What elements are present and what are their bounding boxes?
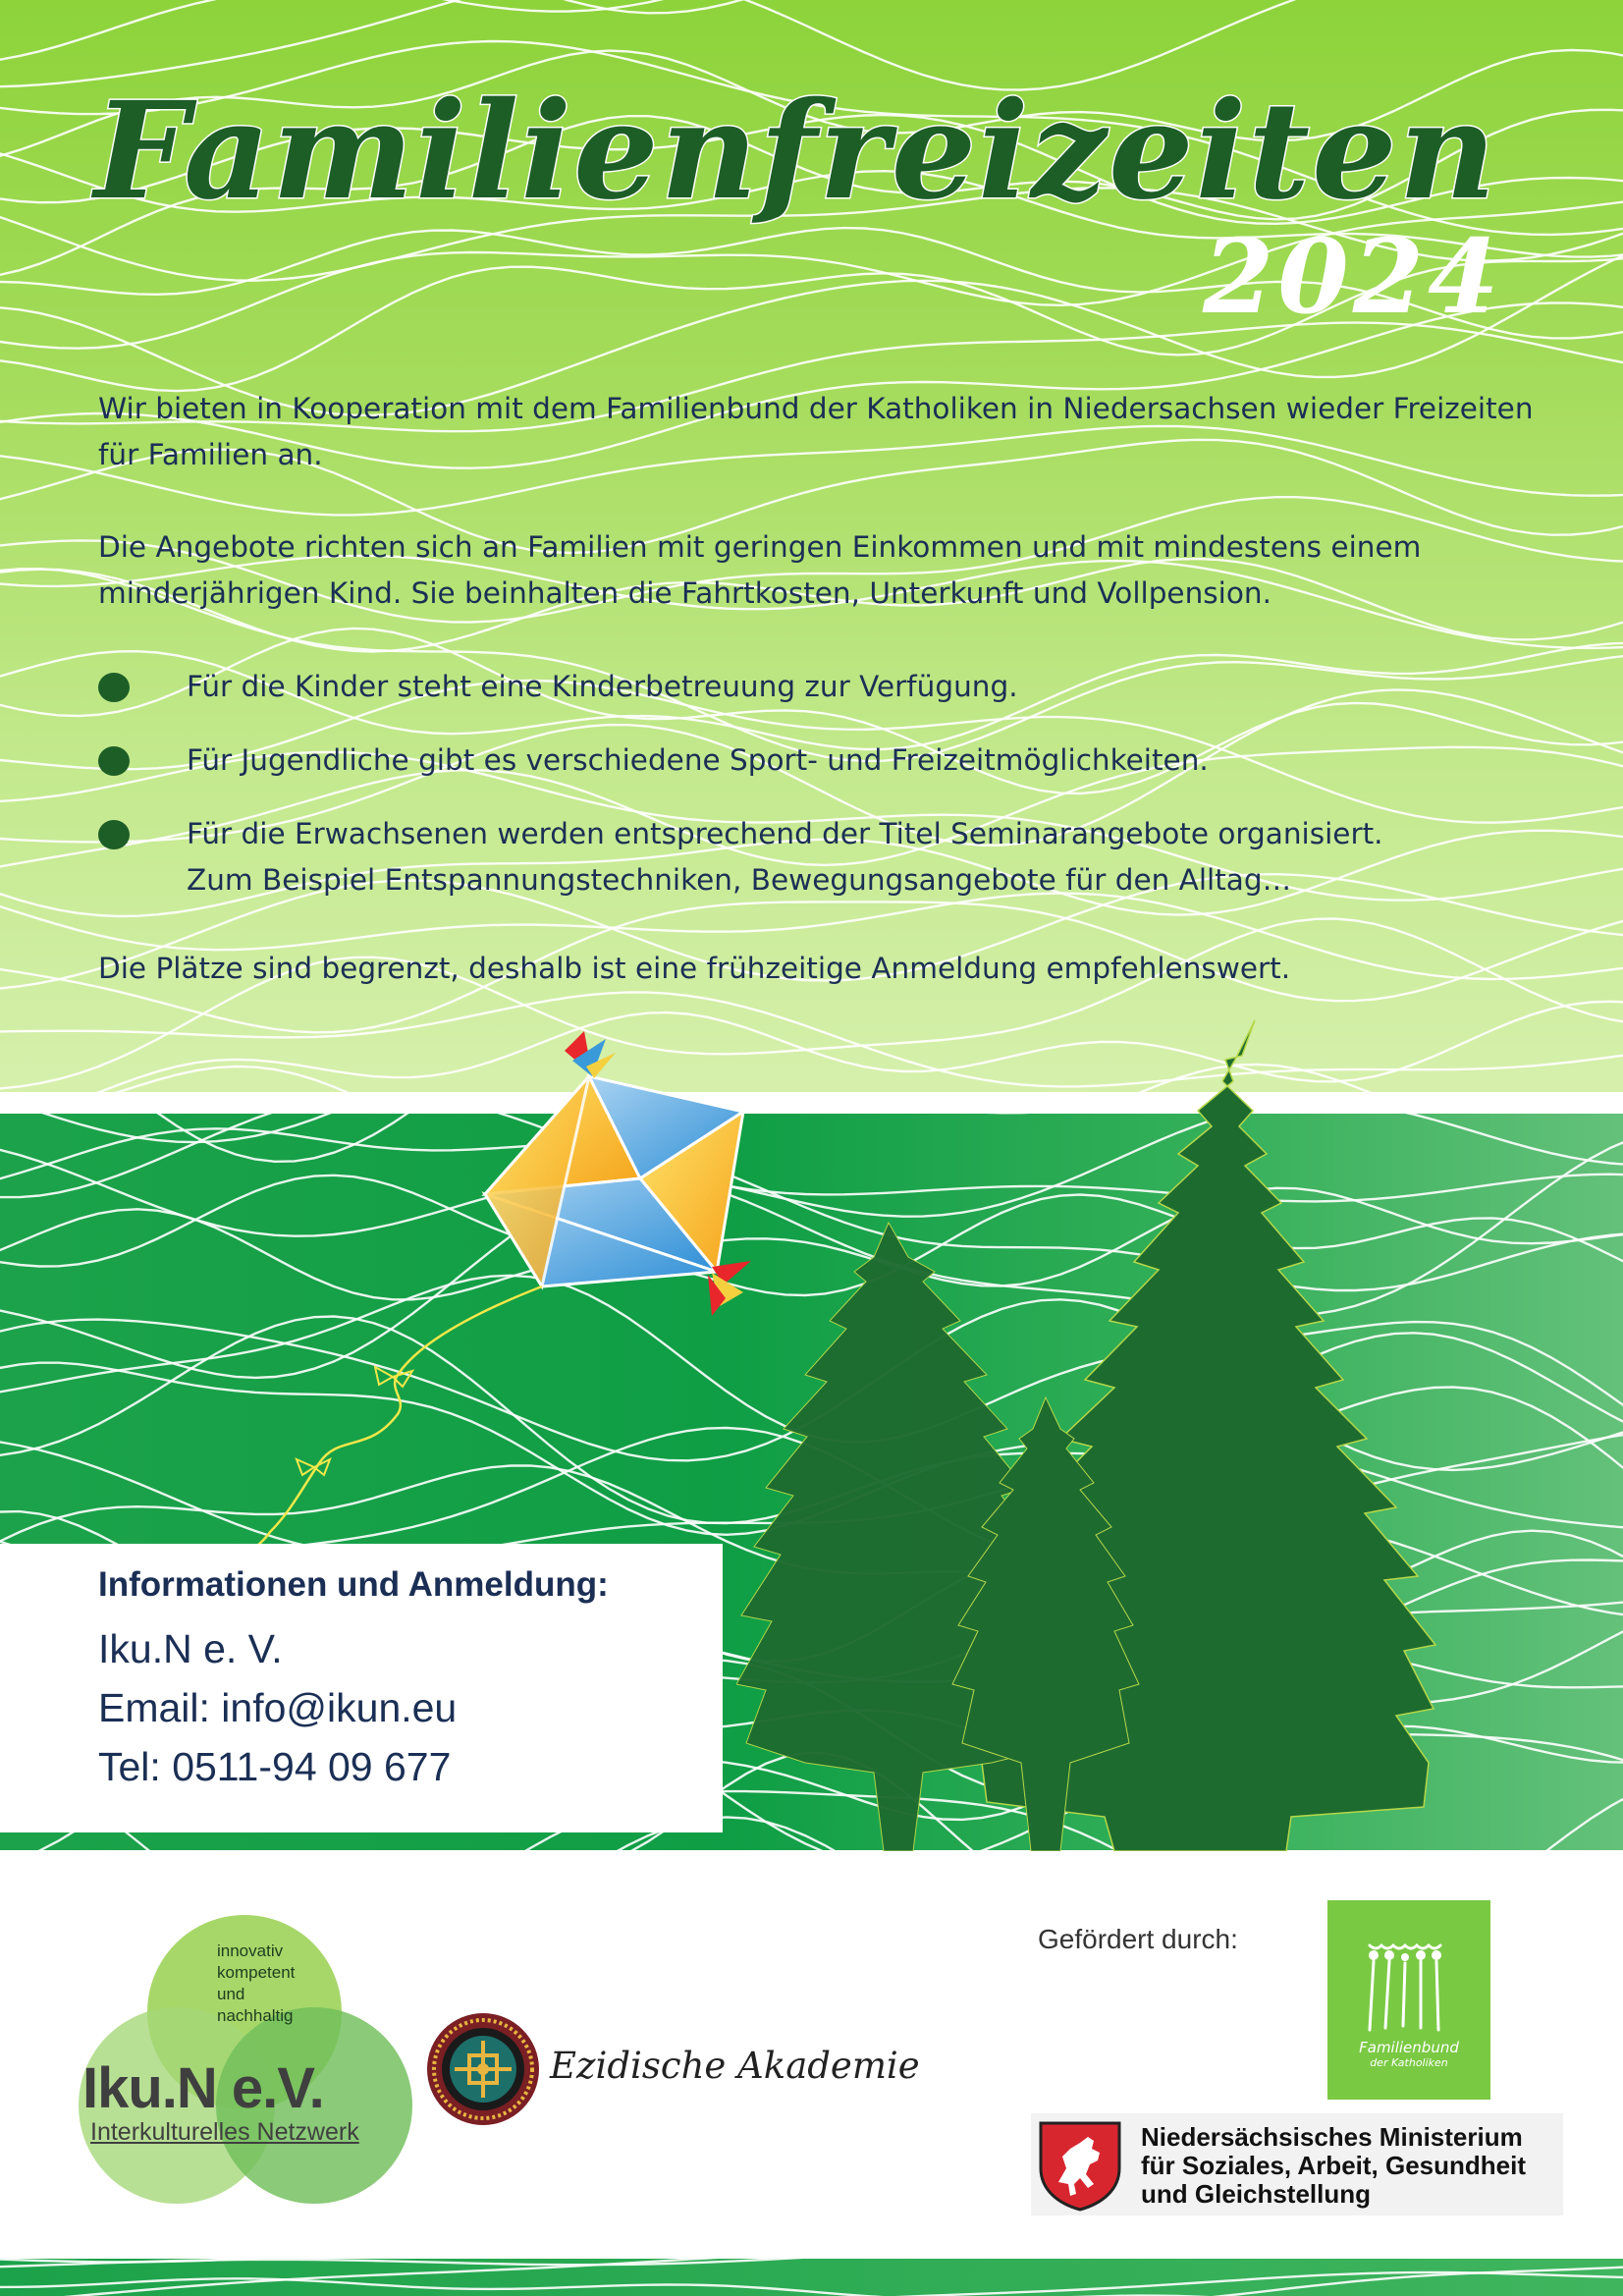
list-item-text: Für die Erwachsenen werden entsprechend der Titel Seminarangebote organisiert. <box>187 817 1383 850</box>
familienbund-title: Familienbund <box>1359 2039 1459 2056</box>
wave-line <box>0 2259 1623 2296</box>
list-item-text: Zum Beispiel Entspannungstechniken, Bewegungsangebote für den Alltag… <box>187 863 1292 897</box>
ikun-logo <box>79 1915 412 2210</box>
ezidi-logo <box>425 2011 975 2129</box>
contact-email[interactable]: Email: info@ikun.eu <box>98 1685 458 1730</box>
ikun-tagline-line: kompetent <box>217 1963 296 1982</box>
familienbund-logo <box>1327 1900 1490 2100</box>
ministry-logo <box>1031 2113 1563 2215</box>
closing-paragraph: Die Plätze sind begrenzt, deshalb ist eine frühzeitige Anmeldung empfehlenswert. <box>98 952 1291 985</box>
year-label: 2024 <box>1203 216 1503 337</box>
list-item <box>98 664 1591 710</box>
list-item-text: Für Jugendliche gibt es verschiedene Sport- und Freizeitmöglichkeiten. <box>187 743 1209 777</box>
familienbund-subtitle: der Katholiken <box>1370 2056 1448 2069</box>
intro-paragraph-2: Die Angebote richten sich an Familien mit geringen Einkommen und mit mindestens einem minderjährigen Kind. Sie beinhalten die Fahrtkosten, Unterkunft und Vollpension. <box>98 530 1422 610</box>
contact-phone[interactable]: Tel: 0511-94 09 677 <box>98 1744 452 1789</box>
ezidi-name: Ezidische Akademie <box>550 2045 920 2087</box>
bullet-dot-icon <box>98 746 130 776</box>
horse-crest-icon <box>1037 2119 1123 2212</box>
ikun-tagline-line: innovativ <box>217 1941 284 1960</box>
list-item <box>98 738 1591 784</box>
ministry-line: und Gleichstellung <box>1141 2179 1372 2209</box>
ministry-line: Niedersächsisches Ministerium <box>1141 2122 1523 2152</box>
tree-icon <box>736 1016 1581 1851</box>
ikun-name: Iku.N e.V. <box>82 2056 324 2120</box>
contact-heading: Informationen und Anmeldung: <box>98 1565 609 1604</box>
ministry-line: für Soziales, Arbeit, Gesundheit <box>1141 2151 1526 2180</box>
ikun-tagline <box>217 1941 295 2027</box>
bullet-dot-icon <box>98 820 130 849</box>
contact-organization: Iku.N e. V. <box>98 1626 283 1671</box>
contact-box <box>0 1544 723 1832</box>
ministry-name <box>1141 2123 1526 2209</box>
wave-line <box>0 0 1623 12</box>
familienbund-name <box>1327 2040 1490 2070</box>
offer-list <box>98 664 1591 931</box>
list-item <box>98 811 1591 903</box>
bullet-dot-icon <box>98 673 130 702</box>
intro-paragraph-1: Wir bieten in Kooperation mit dem Familienbund der Katholiken in Niedersachsen wieder Freizeiten für Familien an. <box>98 392 1534 471</box>
wave-line <box>0 2259 1623 2268</box>
ikun-subtitle: Interkulturelles Netzwerk <box>90 2118 359 2146</box>
bottom-stripe <box>0 2259 1623 2296</box>
ezidi-emblem-icon <box>425 2011 541 2127</box>
wave-line <box>0 0 1623 62</box>
kite-icon <box>221 1021 790 1571</box>
ikun-tagline-line: nachhaltig <box>217 2006 294 2025</box>
ikun-tagline-line: und <box>217 1985 245 2003</box>
wave-line <box>0 0 1623 13</box>
page-title: Familienfreizeiten <box>94 73 1498 230</box>
funded-by-label: Gefördert durch: <box>1038 1924 1238 1954</box>
list-item-text: Für die Kinder steht eine Kinderbetreuung zur Verfügung. <box>187 670 1018 703</box>
familienbund-figures-icon <box>1360 1941 1458 2035</box>
wave-pattern-bottom <box>0 2259 1623 2296</box>
